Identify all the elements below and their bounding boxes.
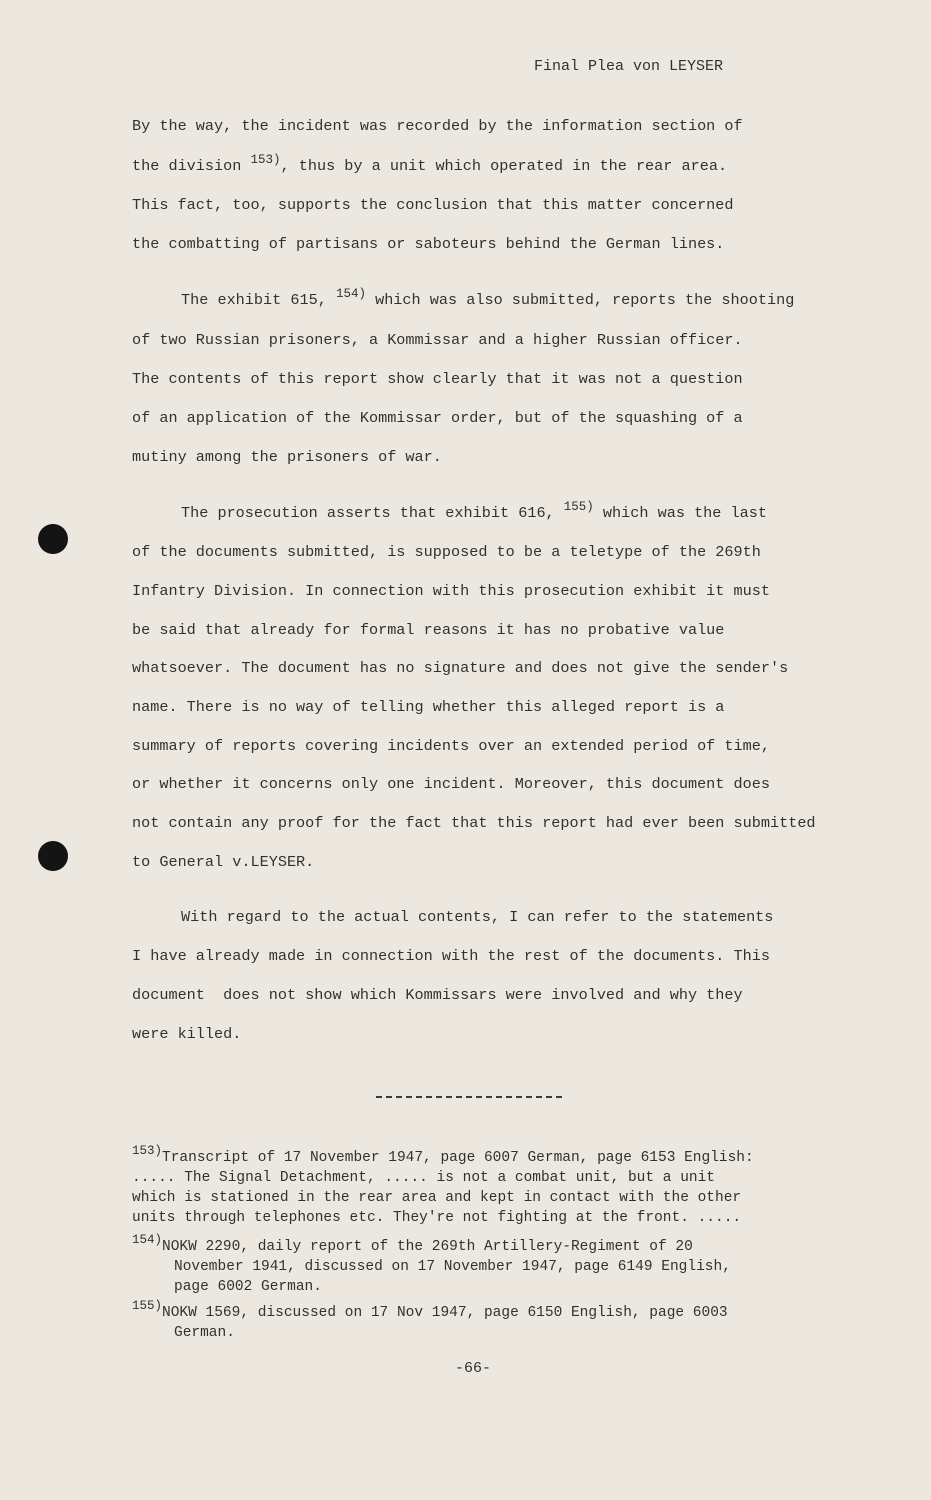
footnote-154-line-3: page 6002 German. <box>174 1279 322 1295</box>
text: The prosecution asserts that exhibit 616, <box>181 504 564 522</box>
paragraph-3-line-8: or whether it concerns only one incident. Moreover, this document does <box>132 775 770 793</box>
text: , thus by a unit which operated in the rear area. <box>280 157 728 175</box>
paragraph-4-line-2: I have already made in connection with the rest of the documents. This <box>132 947 770 965</box>
page-header: Final Plea von LEYSER <box>533 58 723 75</box>
paragraph-2-line-3: The contents of this report show clearly that it was not a question <box>132 370 743 388</box>
footnote-ref-155: 155) <box>563 500 594 514</box>
text: Transcript of 17 November 1947, page 6007 German, page 6153 English: <box>162 1150 754 1166</box>
paragraph-2-line-5: mutiny among the prisoners of war. <box>132 448 442 466</box>
footnote-154-line-1 <box>132 1233 693 1257</box>
footnote-marker-153: 153) <box>132 1144 163 1158</box>
punch-hole <box>38 524 68 554</box>
paragraph-3-line-1 <box>181 500 767 523</box>
paragraph-3-line-6: name. There is no way of telling whether this alleged report is a <box>132 698 725 716</box>
footnote-153-line-1 <box>132 1144 754 1168</box>
footnote-marker-155: 155) <box>132 1299 163 1313</box>
paragraph-2-line-2: of two Russian prisoners, a Kommissar and a higher Russian officer. <box>132 331 743 349</box>
footnote-155-line-1 <box>132 1299 728 1323</box>
paragraph-4-line-3: document does not show which Kommissars were involved and why they <box>132 986 743 1004</box>
paragraph-3-line-2: of the documents submitted, is supposed to be a teletype of the 269th <box>132 543 761 561</box>
text: NOKW 2290, daily report of the 269th Artillery-Regiment of 20 <box>162 1239 693 1255</box>
paragraph-3-line-5: whatsoever. The document has no signature and does not give the sender's <box>132 659 789 677</box>
page-number: -66- <box>455 1360 492 1377</box>
text: the division <box>132 157 251 175</box>
text: NOKW 1569, discussed on 17 Nov 1947, page 6150 English, page 6003 <box>162 1305 728 1321</box>
paragraph-2-line-1 <box>181 287 795 310</box>
paragraph-3-line-3: Infantry Division. In connection with this prosecution exhibit it must <box>132 582 770 600</box>
footnote-154-line-2: November 1941, discussed on 17 November 1947, page 6149 English, <box>174 1259 731 1275</box>
paragraph-1-line-2 <box>132 153 728 176</box>
paragraph-3-line-10: to General v.LEYSER. <box>132 853 315 871</box>
footnote-153-line-3: which is stationed in the rear area and kept in contact with the other <box>132 1190 742 1206</box>
footnote-divider <box>376 1096 562 1098</box>
footnote-marker-154: 154) <box>132 1233 163 1247</box>
paragraph-2-line-4: of an application of the Kommissar order, but of the squashing of a <box>132 409 743 427</box>
footnote-ref-153: 153) <box>250 153 281 167</box>
paragraph-1-line-1: By the way, the incident was recorded by the information section of <box>132 117 743 135</box>
paragraph-1-line-4: the combatting of partisans or saboteurs behind the German lines. <box>132 235 725 253</box>
text: which was also submitted, reports the shooting <box>365 291 795 309</box>
paragraph-3-line-9: not contain any proof for the fact that this report had ever been submitted <box>132 814 816 832</box>
paragraph-4-line-4: were killed. <box>132 1025 242 1043</box>
punch-hole <box>38 841 68 871</box>
footnote-153-line-2: ..... The Signal Detachment, ..... is not a combat unit, but a unit <box>132 1170 715 1186</box>
paragraph-4-line-1: With regard to the actual contents, I can refer to the statements <box>181 908 774 926</box>
text: The exhibit 615, <box>181 291 336 309</box>
text: which was the last <box>593 504 767 522</box>
paragraph-3-line-4: be said that already for formal reasons it has no probative value <box>132 621 725 639</box>
footnote-155-line-2: German. <box>174 1325 235 1341</box>
paragraph-1-line-3: This fact, too, supports the conclusion that this matter concerned <box>132 196 734 214</box>
footnote-ref-154: 154) <box>335 287 366 301</box>
paragraph-3-line-7: summary of reports covering incidents over an extended period of time, <box>132 737 770 755</box>
footnote-153-line-4: units through telephones etc. They're not fighting at the front. ..... <box>132 1210 742 1226</box>
